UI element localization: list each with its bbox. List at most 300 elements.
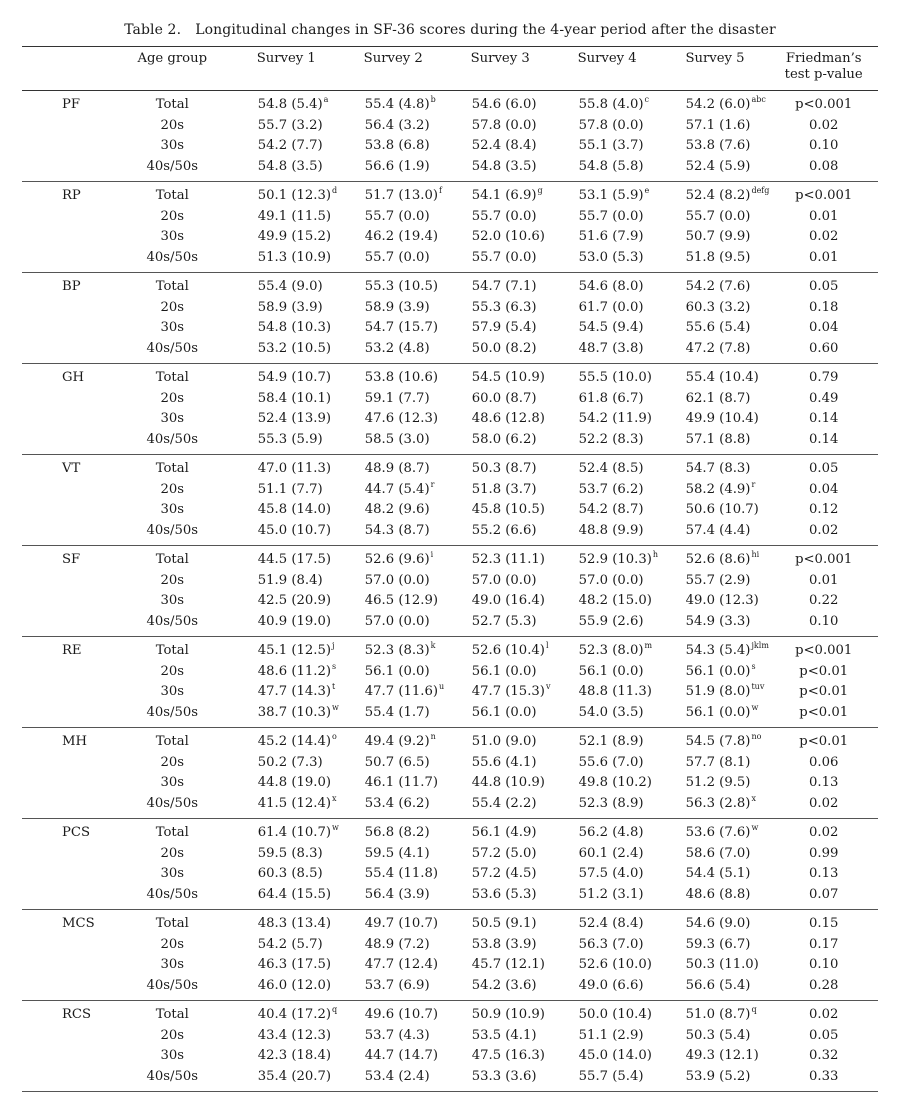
survey-2-cell [340, 864, 447, 885]
survey-4-cell [554, 480, 661, 501]
score-value: 50.0 (8.2) [471, 340, 537, 356]
survey-4-cell [554, 864, 661, 885]
age-group-cell: Total [155, 370, 189, 385]
survey-4-cell [554, 227, 661, 248]
score-value: 56.3 (2.8) [685, 795, 751, 811]
measure-label [22, 500, 112, 521]
score-value: 53.8 (10.6) [364, 370, 438, 385]
score-value: 53.4 (6.2) [364, 795, 430, 811]
survey-1-cell [233, 207, 340, 228]
survey-1-cell [233, 773, 340, 794]
score-value: 54.8 (3.5) [257, 158, 323, 174]
measure-label [22, 571, 112, 592]
measure-label [22, 521, 112, 546]
score-value: 48.9 (7.2) [364, 936, 430, 952]
survey-5-cell [661, 753, 770, 774]
survey-2-cell [340, 910, 447, 935]
score-value: 55.7 (0.0) [364, 208, 430, 224]
survey-1-cell [233, 571, 340, 592]
survey-3-cell [447, 1026, 554, 1047]
header-survey-3: Survey 3 [470, 51, 530, 66]
score-value: 48.9 (8.7) [364, 461, 430, 476]
score-value: 40.9 (19.0) [257, 613, 331, 629]
survey-4-cell [554, 844, 661, 865]
score-value: 53.3 (3.6) [471, 1068, 537, 1084]
survey-1-cell [233, 136, 340, 157]
survey-3-cell [447, 910, 554, 935]
survey-4-cell [554, 409, 661, 430]
survey-3-cell [447, 976, 554, 1001]
table-row [22, 430, 878, 455]
measure-label [22, 116, 112, 137]
survey-3-cell [447, 794, 554, 819]
score-value: 42.3 (18.4) [257, 1048, 331, 1063]
survey-2-cell [340, 976, 447, 1001]
age-group-cell: 40s/50s [146, 1068, 199, 1084]
table-row [22, 207, 878, 228]
significance-marker: n [430, 732, 436, 741]
friedman-pvalue-cell: p<0.01 [799, 734, 849, 749]
score-value: 45.0 (10.7) [257, 522, 331, 538]
survey-3-cell [447, 819, 554, 844]
survey-2-cell [340, 612, 447, 637]
survey-4-cell [554, 571, 661, 592]
score-value: 48.8 (9.9) [578, 522, 644, 538]
header-friedman-line2: test p-value [784, 67, 863, 82]
survey-5-cell [661, 339, 770, 364]
score-value: 54.3 (5.4) [685, 643, 751, 658]
measure-label [22, 682, 112, 703]
survey-2-cell [340, 844, 447, 865]
survey-4-cell [554, 157, 661, 182]
friedman-pvalue-cell: 0.07 [809, 886, 839, 902]
survey-2-cell [340, 389, 447, 410]
score-value: 59.3 (6.7) [685, 936, 751, 952]
friedman-pvalue-cell: 0.02 [809, 795, 839, 811]
survey-1-cell [233, 1001, 340, 1026]
measure-label [22, 298, 112, 319]
survey-2-cell [340, 480, 447, 501]
table-row [22, 227, 878, 248]
survey-1-cell [233, 339, 340, 364]
survey-5-cell [661, 1067, 770, 1092]
survey-1-cell [233, 1067, 340, 1092]
survey-5-cell [661, 703, 770, 728]
friedman-pvalue-cell: 0.06 [809, 754, 839, 770]
friedman-pvalue-cell: 0.02 [809, 117, 839, 133]
survey-2-cell [340, 637, 447, 662]
score-value: 54.2 (7.6) [685, 279, 751, 294]
age-group-cell: 20s [160, 299, 185, 315]
score-value: 57.0 (0.0) [364, 613, 430, 629]
survey-5-cell [661, 794, 770, 819]
friedman-pvalue-cell: 0.12 [809, 502, 839, 517]
measure-label [22, 207, 112, 228]
score-value: 52.6 (10.4) [471, 643, 545, 658]
table-row [22, 612, 878, 637]
survey-3-cell [447, 298, 554, 319]
survey-5-cell [661, 612, 770, 637]
score-value: 46.0 (12.0) [257, 977, 331, 993]
significance-marker: g [537, 186, 543, 195]
age-group-cell: 40s/50s [146, 522, 199, 538]
survey-3-cell [447, 637, 554, 662]
survey-3-cell [447, 773, 554, 794]
measure-label [22, 662, 112, 683]
score-value: 55.7 (5.4) [578, 1068, 644, 1084]
age-group-cell: 30s [160, 502, 185, 517]
survey-4-cell [554, 1046, 661, 1067]
score-value: 55.4 (9.0) [257, 279, 323, 294]
survey-3-cell [447, 389, 554, 410]
survey-5-cell [661, 91, 770, 116]
score-value: 55.4 (10.4) [685, 370, 759, 385]
friedman-pvalue-cell: 0.04 [809, 320, 839, 335]
score-value: 53.4 (2.4) [364, 1068, 430, 1084]
significance-marker: j [332, 641, 335, 650]
table-row [22, 409, 878, 430]
table-row [22, 455, 878, 480]
score-value: 48.6 (11.2) [257, 663, 331, 679]
score-value: 57.2 (4.5) [471, 866, 537, 881]
measure-label [22, 612, 112, 637]
table-row [22, 136, 878, 157]
significance-marker: i [430, 550, 434, 559]
survey-2-cell [340, 1067, 447, 1092]
score-value: 47.7 (11.6) [364, 684, 438, 699]
table-row [22, 637, 878, 662]
survey-5-cell [661, 318, 770, 339]
survey-2-cell [340, 773, 447, 794]
survey-2-cell [340, 430, 447, 455]
score-value: 55.9 (2.6) [578, 613, 644, 629]
friedman-pvalue-cell: 0.10 [809, 957, 839, 972]
survey-1-cell [233, 819, 340, 844]
score-value: 62.1 (8.7) [685, 390, 751, 406]
survey-3-cell [447, 248, 554, 273]
score-value: 54.6 (8.0) [578, 279, 644, 294]
score-value: 51.1 (7.7) [257, 481, 323, 497]
score-value: 59.5 (8.3) [257, 845, 323, 861]
score-value: 54.7 (15.7) [364, 320, 438, 335]
score-value: 51.1 (2.9) [578, 1027, 644, 1043]
score-value: 54.9 (10.7) [257, 370, 331, 385]
friedman-pvalue-cell: 0.02 [809, 1007, 839, 1022]
survey-2-cell [340, 409, 447, 430]
survey-1-cell [233, 318, 340, 339]
age-group-cell: 30s [160, 229, 185, 244]
score-value: 53.1 (5.9) [578, 188, 644, 203]
survey-5-cell [661, 298, 770, 319]
survey-1-cell [233, 227, 340, 248]
significance-marker: u [438, 682, 445, 691]
survey-5-cell [661, 182, 770, 207]
significance-marker: d [332, 186, 338, 195]
survey-5-cell [661, 480, 770, 501]
survey-3-cell [447, 91, 554, 116]
friedman-pvalue-cell: 0.13 [809, 866, 839, 881]
survey-2-cell [340, 116, 447, 137]
survey-5-cell [661, 910, 770, 935]
table-row [22, 864, 878, 885]
survey-5-cell [661, 455, 770, 480]
survey-2-cell [340, 182, 447, 207]
survey-4-cell [554, 298, 661, 319]
survey-4-cell [554, 546, 661, 571]
table-row [22, 703, 878, 728]
survey-1-cell [233, 910, 340, 935]
significance-marker: s [332, 661, 337, 671]
score-value: 52.1 (8.9) [578, 734, 644, 749]
table-row [22, 955, 878, 976]
score-value: 56.1 (0.0) [471, 663, 537, 679]
score-value: 56.1 (0.0) [471, 704, 537, 720]
score-value: 53.7 (4.3) [364, 1027, 430, 1043]
age-group-cell: Total [155, 734, 189, 749]
survey-1-cell [233, 157, 340, 182]
measure-label: MH [62, 734, 88, 749]
significance-marker: q [751, 1005, 757, 1014]
score-value: 54.2 (3.6) [471, 977, 537, 993]
score-value: 51.9 (8.0) [685, 684, 751, 699]
table-row [22, 182, 878, 207]
sf36-table [22, 46, 878, 1092]
score-value: 46.5 (12.9) [364, 593, 438, 608]
measure-label [22, 591, 112, 612]
survey-4-cell [554, 339, 661, 364]
score-value: 55.7 (0.0) [685, 208, 751, 224]
score-value: 55.7 (0.0) [471, 249, 537, 265]
score-value: 54.8 (10.3) [257, 320, 331, 335]
survey-5-cell [661, 637, 770, 662]
score-value: 45.7 (12.1) [471, 957, 545, 972]
score-value: 60.0 (8.7) [471, 390, 537, 406]
survey-5-cell [661, 682, 770, 703]
score-value: 55.4 (11.8) [364, 866, 438, 881]
score-value: 56.1 (0.0) [364, 663, 430, 679]
score-value: 49.7 (10.7) [364, 916, 438, 931]
score-value: 52.4 (8.4) [471, 138, 537, 153]
table-row [22, 248, 878, 273]
age-group-cell: 40s/50s [146, 158, 199, 174]
table-header [22, 47, 878, 91]
score-value: 53.6 (7.6) [685, 825, 751, 840]
header-age-group: Age group [137, 51, 208, 66]
measure-group-mh [22, 728, 878, 819]
score-value: 46.2 (19.4) [364, 229, 438, 244]
significance-marker: no [751, 732, 762, 741]
table-row [22, 571, 878, 592]
survey-3-cell [447, 703, 554, 728]
measure-label [22, 480, 112, 501]
table-row [22, 339, 878, 364]
score-value: 55.8 (4.0) [578, 97, 644, 112]
score-value: 57.5 (4.0) [578, 866, 644, 881]
score-value: 53.2 (4.8) [364, 340, 430, 356]
measure-label: MCS [62, 916, 95, 931]
score-value: 54.1 (6.9) [471, 188, 537, 203]
score-value: 48.8 (11.3) [578, 684, 652, 699]
score-value: 47.2 (7.8) [685, 340, 751, 356]
friedman-pvalue-cell: 0.02 [809, 522, 839, 538]
survey-5-cell [661, 864, 770, 885]
survey-3-cell [447, 546, 554, 571]
score-value: 38.7 (10.3) [257, 704, 331, 720]
significance-marker: abc [751, 95, 766, 104]
friedman-pvalue-cell: 0.08 [809, 158, 839, 174]
age-group-cell: 20s [160, 663, 185, 679]
score-value: 52.6 (9.6) [364, 552, 430, 567]
measure-label: RCS [62, 1007, 92, 1022]
survey-4-cell [554, 662, 661, 683]
significance-marker: x [332, 793, 337, 803]
score-value: 55.2 (6.6) [471, 522, 537, 538]
score-value: 55.4 (2.2) [471, 795, 537, 811]
score-value: 54.3 (8.7) [364, 522, 430, 538]
significance-marker: c [644, 95, 649, 104]
survey-3-cell [447, 364, 554, 389]
score-value: 47.7 (14.3) [257, 684, 331, 699]
survey-1-cell [233, 753, 340, 774]
score-value: 53.0 (5.3) [578, 249, 644, 265]
survey-5-cell [661, 1026, 770, 1047]
score-value: 56.6 (1.9) [364, 158, 430, 174]
measure-label [22, 935, 112, 956]
score-value: 54.5 (9.4) [578, 320, 644, 335]
age-group-cell: 40s/50s [146, 977, 199, 993]
survey-1-cell [233, 389, 340, 410]
survey-5-cell [661, 273, 770, 298]
score-value: 45.0 (14.0) [578, 1048, 652, 1063]
survey-1-cell [233, 480, 340, 501]
table-row [22, 753, 878, 774]
measure-label [22, 753, 112, 774]
survey-3-cell [447, 521, 554, 546]
score-value: 54.4 (5.1) [685, 866, 751, 881]
age-group-cell: Total [155, 916, 189, 931]
survey-4-cell [554, 248, 661, 273]
score-value: 57.8 (0.0) [471, 117, 537, 133]
survey-5-cell [661, 430, 770, 455]
score-value: 48.2 (9.6) [364, 502, 430, 517]
significance-marker: b [430, 95, 436, 104]
score-value: 51.0 (9.0) [471, 734, 537, 749]
age-group-cell: 20s [160, 1027, 185, 1043]
survey-3-cell [447, 728, 554, 753]
header-survey-5: Survey 5 [685, 51, 745, 66]
score-value: 57.4 (4.4) [685, 522, 751, 538]
score-value: 49.6 (10.7) [364, 1007, 438, 1022]
score-value: 52.4 (8.2) [685, 188, 751, 203]
score-value: 47.7 (15.3) [471, 684, 545, 699]
survey-2-cell [340, 571, 447, 592]
significance-marker: w [332, 702, 339, 712]
score-value: 58.5 (3.0) [364, 431, 430, 447]
score-value: 56.1 (0.0) [578, 663, 644, 679]
survey-3-cell [447, 864, 554, 885]
significance-marker: w [751, 702, 759, 712]
friedman-pvalue-cell: 0.04 [809, 481, 839, 497]
score-value: 50.0 (10.4) [578, 1007, 652, 1022]
survey-2-cell [340, 1026, 447, 1047]
score-value: 49.1 (11.5) [257, 208, 331, 224]
score-value: 54.2 (6.0) [685, 97, 751, 112]
table-row [22, 1026, 878, 1047]
significance-marker: m [644, 641, 653, 650]
score-value: 51.2 (3.1) [578, 886, 644, 902]
survey-1-cell [233, 182, 340, 207]
survey-3-cell [447, 591, 554, 612]
survey-3-cell [447, 273, 554, 298]
survey-3-cell [447, 455, 554, 480]
measure-label [22, 1067, 112, 1092]
survey-5-cell [661, 136, 770, 157]
friedman-pvalue-cell: 0.60 [809, 340, 839, 356]
score-value: 50.7 (9.9) [685, 229, 751, 244]
survey-2-cell [340, 227, 447, 248]
survey-4-cell [554, 703, 661, 728]
friedman-pvalue-cell: p<0.01 [799, 663, 849, 679]
score-value: 56.2 (4.8) [578, 825, 644, 840]
measure-label: BP [62, 279, 81, 294]
survey-4-cell [554, 389, 661, 410]
age-group-cell: 40s/50s [146, 340, 199, 356]
age-group-cell: 20s [160, 117, 185, 133]
age-group-cell: 30s [160, 593, 185, 608]
score-value: 60.3 (8.5) [257, 866, 323, 881]
score-value: 45.8 (10.5) [471, 502, 545, 517]
score-value: 50.7 (6.5) [364, 754, 430, 770]
friedman-pvalue-cell: p<0.001 [795, 188, 853, 203]
survey-2-cell [340, 207, 447, 228]
survey-5-cell [661, 521, 770, 546]
score-value: 51.9 (8.4) [257, 572, 323, 588]
survey-5-cell [661, 591, 770, 612]
survey-2-cell [340, 935, 447, 956]
survey-4-cell [554, 682, 661, 703]
table-row [22, 91, 878, 116]
survey-4-cell [554, 637, 661, 662]
score-value: 52.3 (11.1) [471, 552, 545, 567]
friedman-pvalue-cell: 0.28 [809, 977, 839, 993]
score-value: 52.6 (8.6) [685, 552, 751, 567]
survey-4-cell [554, 207, 661, 228]
age-group-cell: 40s/50s [146, 249, 199, 265]
survey-4-cell [554, 976, 661, 1001]
score-value: 50.6 (10.7) [685, 502, 759, 517]
survey-3-cell [447, 207, 554, 228]
friedman-pvalue-cell: 0.49 [809, 390, 839, 406]
table-row [22, 976, 878, 1001]
table-row [22, 273, 878, 298]
score-value: 45.2 (14.4) [257, 734, 331, 749]
survey-4-cell [554, 728, 661, 753]
survey-1-cell [233, 955, 340, 976]
score-value: 61.4 (10.7) [257, 825, 331, 840]
score-value: 51.8 (9.5) [685, 249, 751, 265]
score-value: 54.2 (11.9) [578, 411, 652, 426]
survey-2-cell [340, 819, 447, 844]
table-row [22, 157, 878, 182]
survey-5-cell [661, 500, 770, 521]
survey-4-cell [554, 591, 661, 612]
score-value: 50.5 (9.1) [471, 916, 537, 931]
survey-5-cell [661, 728, 770, 753]
significance-marker: jklm [751, 641, 769, 650]
age-group-cell: 30s [160, 320, 185, 335]
score-value: 52.0 (10.6) [471, 229, 545, 244]
survey-2-cell [340, 136, 447, 157]
